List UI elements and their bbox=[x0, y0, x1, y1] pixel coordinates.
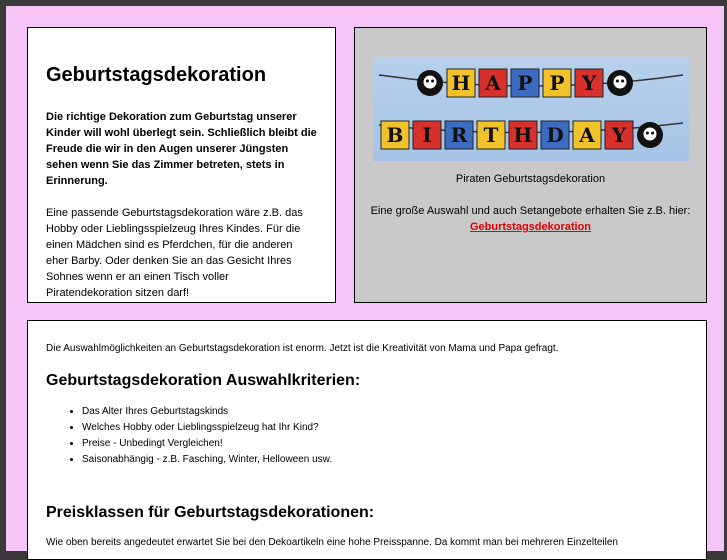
svg-text:A: A bbox=[579, 123, 595, 147]
offer-text-label: Eine große Auswahl und auch Setangebote erhalten Sie z.B. hier: bbox=[370, 205, 691, 217]
banner-letter-flag bbox=[575, 69, 603, 97]
banner-letter-flag bbox=[445, 121, 473, 149]
content-box bbox=[27, 320, 707, 560]
svg-text:Y: Y bbox=[581, 71, 597, 95]
banner-letter-flag bbox=[381, 121, 409, 149]
svg-text:P: P bbox=[549, 71, 565, 95]
svg-text:A: A bbox=[485, 71, 501, 95]
criteria-heading: Geburtstagsdekoration Auswahlkriterien: bbox=[46, 372, 361, 389]
svg-text:B: B bbox=[386, 123, 404, 147]
svg-text:D: D bbox=[546, 123, 564, 147]
decoration-link[interactable]: Geburtstagsdekoration bbox=[469, 221, 592, 233]
banner-letter-flag bbox=[477, 121, 505, 149]
svg-text:Y: Y bbox=[611, 123, 627, 147]
list-item: • Welches Hobby oder Lieblingsspielzeug hat Ihr Kind? bbox=[82, 420, 688, 436]
page-frame bbox=[6, 6, 724, 551]
banner-letter-flag bbox=[509, 121, 537, 149]
svg-text:I: I bbox=[422, 123, 432, 147]
page-title: Geburtstagsdekoration bbox=[46, 64, 267, 86]
banner-letter-flag bbox=[413, 121, 441, 149]
svg-text:R: R bbox=[450, 123, 468, 147]
offer-text bbox=[355, 203, 706, 235]
image-caption: Piraten Geburtstagsdekoration bbox=[455, 173, 606, 185]
list-item: • Preise - Unbedingt Vergleichen! bbox=[82, 436, 688, 452]
svg-text:P: P bbox=[517, 71, 533, 95]
intro-body: Eine passende Geburtstagsdekoration wäre z.B. das Hobby oder Lieblingsspielzeug Ihres Kindes. Für die einen Mädchen sind es Pferdchen, für die anderen eher Barby. Oder denken Sie an das Gesicht Ihres Sohnes wenn er an einen Tisch voller Piratendekoration sitzen darf! bbox=[46, 207, 303, 299]
banner-letter-flag bbox=[573, 121, 601, 149]
price-text: Wie oben bereits angedeutet erwartet Sie bei den Dekoartikeln eine hohe Preisspanne. Da kommt man bei mehreren Einzelteilen bbox=[46, 537, 618, 548]
intro-box bbox=[27, 27, 336, 303]
content-intro: Die Auswahlmöglichkeiten an Geburtstagsdekoration ist enorm. Jetzt ist die Kreativität von Mama und Papa gefragt. bbox=[46, 343, 559, 354]
banner-letter-flag bbox=[447, 69, 475, 97]
banner-letter-flag bbox=[605, 121, 633, 149]
happy-birthday-banner-image bbox=[373, 57, 689, 161]
criteria-list bbox=[46, 404, 688, 468]
banner-letter-flag bbox=[541, 121, 569, 149]
banner-letter-flag bbox=[479, 69, 507, 97]
list-item: • Saisonabhängig - z.B. Fasching, Winter, Helloween usw. bbox=[82, 452, 688, 468]
banner-svg bbox=[373, 57, 689, 161]
list-item: • Das Alter Ihres Geburtstagskinds bbox=[82, 404, 688, 420]
banner-letter-flag bbox=[543, 69, 571, 97]
image-box bbox=[354, 27, 707, 303]
price-heading: Preisklassen für Geburtstagsdekorationen: bbox=[46, 504, 375, 521]
intro-lead: Die richtige Dekoration zum Geburtstag unserer Kinder will wohl überlegt sein. Schließlich bleibt die Freude die wir in den Augen unserer Jüngsten sehen wenn Sie das Zimmer betreten, stets in Erinnerung. bbox=[46, 111, 317, 187]
svg-text:H: H bbox=[513, 123, 533, 147]
banner-letter-flag bbox=[511, 69, 539, 97]
svg-text:H: H bbox=[451, 71, 471, 95]
svg-text:T: T bbox=[483, 123, 499, 147]
